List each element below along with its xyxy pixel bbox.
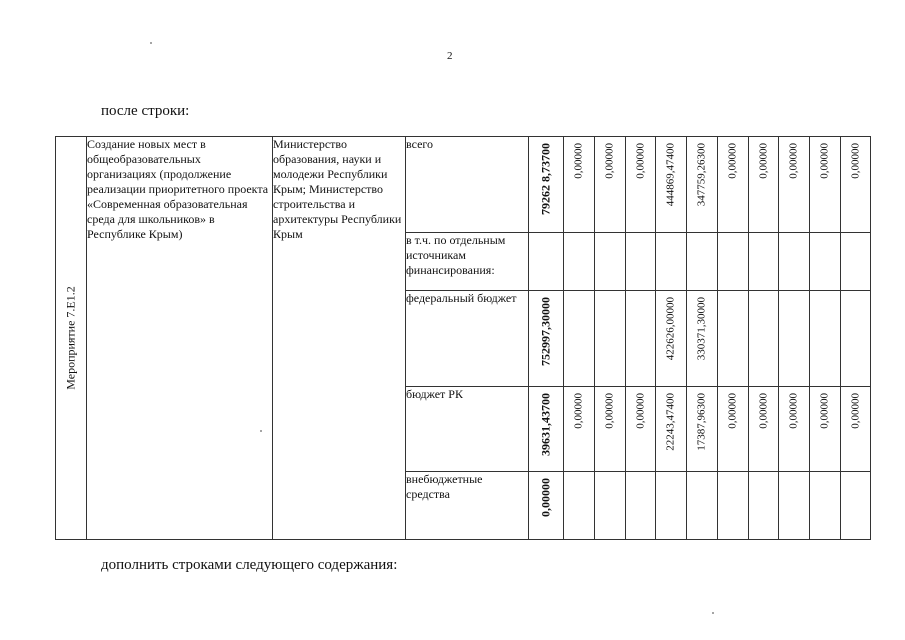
table-row <box>56 137 871 233</box>
year-cell <box>687 233 718 291</box>
year-cell <box>564 291 595 387</box>
year-cell <box>626 137 656 233</box>
total-cell <box>529 291 564 387</box>
year-cell-value: 347759,26300 <box>695 143 708 207</box>
year-cell-value: 0,00000 <box>572 393 585 429</box>
total-cell-value: 39631,43700 <box>538 393 553 456</box>
year-cell <box>841 137 871 233</box>
year-cell <box>718 233 749 291</box>
description-cell: Создание новых мест в общеобразовательных организациях (продолжение реализации приоритетного проекта «Современная образовательная среда для школьников» в Республике Крым) <box>87 137 273 540</box>
scan-speck <box>712 612 714 614</box>
year-cell <box>656 387 687 472</box>
executor-cell: Министерство образования, науки и молодежи Республики Крым; Министерство строительства и архитектуры Республики Крым <box>273 137 406 540</box>
year-cell-value: 0,00000 <box>726 143 739 179</box>
year-cell-value: 0,00000 <box>603 393 616 429</box>
total-cell <box>529 233 564 291</box>
source-label: бюджет РК <box>406 387 529 472</box>
page-number: 2 <box>447 50 453 62</box>
total-cell-value: 752997,30000 <box>538 297 553 366</box>
year-cell-value: 0,00000 <box>818 393 831 429</box>
year-cell <box>779 137 810 233</box>
year-cell <box>564 387 595 472</box>
year-cell-value: 0,00000 <box>726 393 739 429</box>
year-cell <box>810 233 841 291</box>
year-cell <box>779 233 810 291</box>
total-cell-value: 0,00000 <box>538 478 553 517</box>
year-cell-value: 0,00000 <box>757 143 769 179</box>
year-cell-value: 0,00000 <box>603 143 616 179</box>
year-cell <box>595 233 626 291</box>
year-cell <box>810 472 841 540</box>
year-cell <box>656 291 687 387</box>
total-cell <box>529 472 564 540</box>
measure-label: Мероприятие 7.Е1.2 <box>63 286 78 390</box>
year-cell <box>656 472 687 540</box>
year-cell <box>687 472 718 540</box>
year-cell <box>564 233 595 291</box>
year-cell <box>718 137 749 233</box>
year-cell <box>841 233 871 291</box>
year-cell <box>564 137 595 233</box>
measure-cell <box>56 137 87 540</box>
year-cell <box>626 387 656 472</box>
year-cell <box>564 472 595 540</box>
year-cell-value: 0,00000 <box>818 143 831 179</box>
scan-speck <box>260 430 262 432</box>
year-cell-value: 0,00000 <box>787 143 800 179</box>
year-cell <box>718 472 749 540</box>
source-label: внебюджетные средства <box>406 472 529 540</box>
year-cell-value: 0,00000 <box>787 393 800 429</box>
year-cell <box>749 233 779 291</box>
year-cell <box>595 137 626 233</box>
year-cell <box>626 472 656 540</box>
year-cell-value: 0,00000 <box>572 143 585 179</box>
year-cell <box>626 233 656 291</box>
total-cell <box>529 387 564 472</box>
scan-speck <box>150 42 152 44</box>
year-cell-value: 22243,47400 <box>664 393 677 451</box>
intro-text: после строки: <box>101 103 190 119</box>
year-cell <box>595 387 626 472</box>
year-cell-value: 422626,00000 <box>664 297 677 361</box>
year-cell <box>656 137 687 233</box>
year-cell <box>749 137 779 233</box>
outro-text: дополнить строками следующего содержания: <box>101 557 398 573</box>
year-cell <box>810 291 841 387</box>
total-cell <box>529 137 564 233</box>
year-cell <box>718 291 749 387</box>
year-cell <box>749 387 779 472</box>
source-label: в т.ч. по отдельным источникам финансирования: <box>406 233 529 291</box>
year-cell-value: 330371,30000 <box>695 297 708 361</box>
year-cell <box>810 387 841 472</box>
budget-table <box>55 136 871 540</box>
year-cell <box>749 291 779 387</box>
year-cell <box>656 233 687 291</box>
year-cell-value: 0,00000 <box>634 393 646 429</box>
year-cell <box>595 472 626 540</box>
year-cell <box>779 472 810 540</box>
year-cell <box>779 291 810 387</box>
year-cell <box>718 387 749 472</box>
source-label: всего <box>406 137 529 233</box>
year-cell <box>810 137 841 233</box>
source-label: федеральный бюджет <box>406 291 529 387</box>
year-cell-value: 0,00000 <box>849 393 861 429</box>
total-cell-value: 79262 8,73700 <box>538 143 553 215</box>
year-cell-value: 0,00000 <box>757 393 769 429</box>
year-cell <box>841 472 871 540</box>
year-cell-value: 444869,47400 <box>664 143 677 207</box>
year-cell <box>841 291 871 387</box>
year-cell <box>779 387 810 472</box>
year-cell <box>687 137 718 233</box>
year-cell-value: 17387,96300 <box>695 393 708 451</box>
year-cell <box>687 387 718 472</box>
year-cell <box>687 291 718 387</box>
year-cell <box>626 291 656 387</box>
year-cell <box>749 472 779 540</box>
year-cell <box>595 291 626 387</box>
year-cell-value: 0,00000 <box>849 143 861 179</box>
year-cell <box>841 387 871 472</box>
year-cell-value: 0,00000 <box>634 143 646 179</box>
